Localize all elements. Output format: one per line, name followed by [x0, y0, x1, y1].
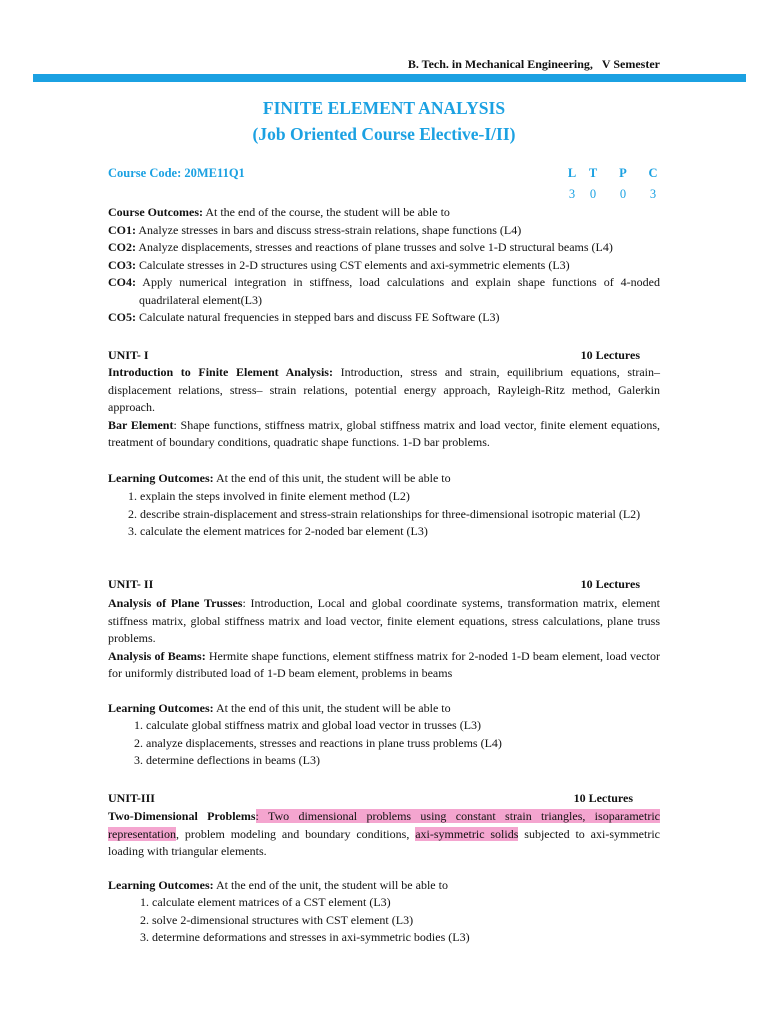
lo-label: Learning Outcomes: — [108, 878, 214, 892]
co-text: Calculate natural frequencies in stepped bars and discuss FE Software (L3) — [136, 310, 500, 324]
highlighted-text: axi-symmetric solids — [415, 826, 519, 841]
lo-text: At the end of this unit, the student will be able to — [213, 701, 451, 715]
unit1-content — [108, 364, 660, 452]
topic-text: , problem modeling and boundary conditions, — [175, 826, 416, 841]
outcome-co5 — [108, 309, 660, 327]
list-item: 2. solve 2-dimensional structures with CST element (L3) — [140, 912, 414, 927]
highlighted-text: : Two dimensional problems using constant strain triangles, isoparametric representation — [108, 809, 660, 841]
ltpc-header-p: P — [619, 166, 627, 180]
unit2-beams-paragraph — [108, 648, 660, 683]
ltpc-value-t: 0 — [589, 187, 597, 201]
topic-heading: Two-Dimensional Problems — [108, 809, 256, 823]
co-label: CO3: — [108, 257, 136, 272]
topic-text: : Shape functions, stiffness matrix, global stiffness matrix and load vector, finite element equations, treatment of boundary conditions, quadratic shape functions. 1-D bar problems. — [108, 417, 660, 449]
list-item: 3. calculate the element matrices for 2-noded bar element (L3) — [128, 524, 428, 538]
list-item: 3. determine deflections in beams (L3) — [134, 753, 320, 767]
ltpc-value-l: 3 — [568, 187, 576, 201]
list-item: 1. explain the steps involved in finite element method (L2) — [128, 489, 410, 503]
ltpc-value-p: 0 — [619, 187, 627, 201]
unit-lectures: 10 Lectures — [573, 791, 633, 805]
lo-text: At the end of the unit, the student will be able to — [213, 878, 448, 892]
topic-heading: Analysis of Beams: — [108, 648, 206, 663]
co-text: Analyze stresses in bars and discuss stress-strain relations, shape functions (L4) — [136, 222, 522, 237]
co-text: Analyze displacements, stresses and reactions of plane trusses and solve 1-D structural beams (L4) — [136, 240, 613, 254]
topic-text: : Introduction, Local and global coordinate systems, transformation matrix, element stiffness matrix, global stiffness matrix and load vector, finite element equations, stress calculations, plane truss problems. — [108, 596, 661, 645]
course-subtitle: (Job Oriented Course Elective-I/II) — [252, 124, 516, 144]
co-label: CO4: — [108, 275, 136, 289]
unit-lectures: 10 Lectures — [580, 348, 640, 362]
co-label: CO2: — [108, 240, 136, 254]
ltpc-value-c: 3 — [649, 187, 657, 201]
unit-lectures: 10 Lectures — [580, 577, 640, 591]
ltpc-header-t: T — [588, 166, 598, 180]
unit1-bar-paragraph — [108, 417, 660, 452]
outcome-co3 — [108, 257, 660, 275]
lo-label: Learning Outcomes: — [108, 701, 214, 715]
topic-heading: Bar Element — [108, 417, 174, 432]
outcomes-label: Course Outcomes: — [108, 205, 203, 219]
list-item: 3. determine deformations and stresses in axi-symmetric bodies (L3) — [140, 930, 470, 944]
outcome-co2 — [108, 239, 660, 257]
unit-title: UNIT-III — [108, 791, 155, 805]
topic-heading: Analysis of Plane Trusses — [108, 596, 243, 610]
topic-text: subjected to axi-symmetric loading with triangular elements. — [108, 826, 660, 858]
header-program — [408, 56, 660, 74]
header-rule — [33, 74, 746, 82]
unit2-content — [108, 595, 660, 683]
unit-title: UNIT- II — [108, 577, 154, 591]
program-name: B. Tech. in Mechanical Engineering, — [407, 57, 593, 71]
course-title: FINITE ELEMENT ANALYSIS — [262, 98, 506, 118]
topic-heading: Introduction to Finite Element Analysis: — [108, 365, 333, 379]
unit2-learning-outcomes — [108, 700, 660, 718]
co-text: Apply numerical integration in stiffness, load calculations and explain shape functions of 4-noded quadrilateral element(L3) — [136, 275, 660, 307]
unit3-content — [108, 808, 660, 861]
course-code: Course Code: 20ME11Q1 — [108, 166, 245, 180]
topic-text: Hermite shape functions, element stiffness matrix for 2-noded 1-D beam element, load vector for uniformly distributed load of 1-D beam element, problems in beams — [108, 648, 661, 680]
outcome-co4 — [108, 274, 660, 309]
list-item: 2. analyze displacements, stresses and reactions in plane truss problems (L4) — [134, 735, 502, 750]
ltpc-header-l: L — [567, 166, 577, 180]
list-item: 2. describe strain-displacement and stress-strain relationships for three-dimensional isotropic material (L2) — [128, 506, 641, 521]
outcomes-intro — [108, 204, 660, 222]
semester: V Semester — [601, 57, 660, 71]
list-item: 1. calculate element matrices of a CST element (L3) — [140, 895, 391, 909]
unit1-lo-list — [128, 488, 660, 541]
unit2-lo-list — [134, 717, 666, 770]
co-label: CO5: — [108, 310, 136, 324]
ltpc-header-c: C — [648, 166, 658, 180]
course-outcomes — [108, 204, 660, 327]
unit3-learning-outcomes — [108, 877, 660, 895]
unit3-lo-list — [140, 894, 672, 947]
unit1-heading — [108, 347, 640, 365]
outcomes-text: At the end of the course, the student will be able to — [202, 205, 450, 219]
unit2-heading — [108, 576, 640, 594]
lo-text: At the end of this unit, the student will be able to — [213, 471, 451, 485]
unit-title: UNIT- I — [108, 348, 149, 362]
unit2-trusses-paragraph — [108, 595, 660, 648]
topic-text: Introduction, stress and strain, equilibrium equations, strain–displacement relations, stress– strain relations, potential energy approach, Rayleigh-Ritz method, Galerkin approach. — [108, 365, 660, 414]
lo-label: Learning Outcomes: — [108, 471, 214, 485]
unit1-learning-outcomes — [108, 470, 660, 488]
co-label: CO1: — [108, 222, 136, 237]
list-item: 1. calculate global stiffness matrix and global load vector in trusses (L3) — [134, 718, 482, 732]
unit1-intro-paragraph — [108, 364, 660, 417]
co-text: Calculate stresses in 2-D structures using CST elements and axi-symmetric elements (L3) — [136, 257, 570, 272]
outcome-co1 — [108, 222, 660, 240]
unit3-heading — [108, 790, 633, 808]
